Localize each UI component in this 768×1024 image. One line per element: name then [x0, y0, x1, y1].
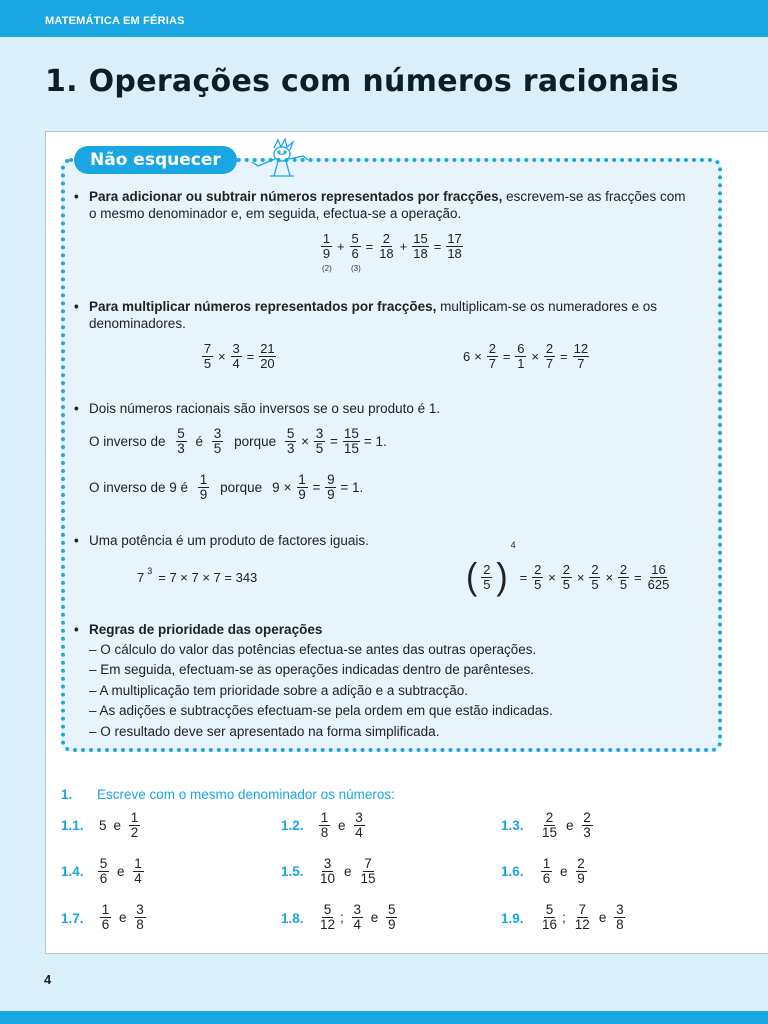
power-example-1: 7 3 = 7 × 7 × 7 = 343 — [137, 566, 258, 585]
mascot-icon — [248, 138, 310, 178]
item-label: 1.8. — [281, 911, 304, 926]
add-rule-line1 — [89, 188, 685, 205]
exercise-item: 5 e $\frac{1}{2}$ — [99, 810, 139, 840]
exercise-instruction: Escreve com o mesmo denominador os números: — [97, 787, 395, 802]
mult-example-1: $\frac{7}{5}$ × $\frac{3}{4}$ = $\frac{21}{20}$ — [203, 341, 275, 371]
inverse-rule: • Dois números racionais são inversos se o seu produto é 1. — [89, 400, 440, 417]
priority-rule-4: – As adições e subtracções efectuam-se pela ordem em que estão indicadas. — [89, 703, 553, 718]
mult-rule-rest: multiplicam-se os numeradores e os — [436, 299, 657, 314]
mult-rule-line1 — [89, 298, 657, 315]
mult-rule-bold: Para multiplicar números representados por fracções, — [89, 299, 437, 314]
exercise-item: $\frac{1}{8}$ e $\frac{3}{4}$ — [320, 810, 363, 840]
item-label: 1.9. — [501, 911, 524, 926]
exercise-item: $\frac{5}{6}$ e $\frac{1}{4}$ — [99, 856, 142, 886]
inverse-example-2: O inverso de 9 é $\frac{1}{9}$ porque 9 × $\frac{1}{9}$ = $\frac{9}{9}$ = 1. — [89, 472, 364, 502]
priority-rule-2: – Em seguida, efectuam-se as operações indicadas dentro de parênteses. — [89, 662, 535, 677]
footer-bar — [0, 1011, 768, 1024]
exercise-item: $\frac{1}{6}$ e $\frac{2}{9}$ — [542, 856, 585, 886]
item-label: 1.4. — [61, 864, 84, 879]
priority-rule-1: – O cálculo do valor das potências efectua-se antes das outras operações. — [89, 642, 537, 657]
item-label: 1.1. — [61, 818, 84, 833]
mult-example-2: 6 × $\frac{2}{7}$ = $\frac{6}{1}$ × $\frac{2}{7}$ = $\frac{12}{7}$ — [463, 341, 589, 371]
exercise-item: $\frac{5}{12}$ ; $\frac{3}{4}$ e $\frac{5}{9}$ — [320, 902, 396, 932]
add-example: $\frac{1}{9}$ + $\frac{5}{6}$ = $\frac{2}{18}$ + $\frac{15}{18}$ = $\frac{17}{18}$ — [322, 231, 462, 261]
exercise-item: $\frac{5}{16}$ ; $\frac{7}{12}$ e $\frac{3}{8}$ — [542, 902, 624, 932]
add-example-mult1: (2) — [322, 264, 332, 273]
mult-rule-line2: denominadores. — [89, 316, 186, 331]
add-rule-bold: Para adicionar ou subtrair números representados por fracções, — [89, 189, 503, 204]
add-example-mult2: (3) — [351, 264, 361, 273]
inverse-example-1: O inverso de $\frac{5}{3}$ é $\frac{3}{5}$ porque $\frac{5}{3}$ × $\frac{3}{5}$ = $\frac{15}{15}$ = 1. — [89, 426, 387, 456]
item-label: 1.2. — [281, 818, 304, 833]
priority-title: • Regras de prioridade das operações — [89, 621, 322, 638]
add-rule-line2: o mesmo denominador e, em seguida, efectua-se a operação. — [89, 206, 462, 221]
series-label: MATEMÁTICA EM FÉRIAS — [45, 15, 185, 27]
add-rule-rest: escrevem-se as fracções com — [502, 189, 686, 204]
priority-rule-5: – O resultado deve ser apresentado na forma simplificada. — [89, 724, 440, 739]
page-number: 4 — [44, 972, 52, 987]
exercise-number: 1. — [61, 787, 73, 802]
item-label: 1.6. — [501, 864, 524, 879]
header-bar — [0, 0, 768, 37]
page-title: 1. Operações com números racionais — [45, 64, 679, 99]
reminder-title: Não esquecer — [74, 146, 237, 174]
power-rule: • Uma potência é um produto de factores iguais. — [89, 532, 369, 549]
exercise-item: $\frac{2}{15}$ e $\frac{2}{3}$ — [542, 810, 591, 840]
exercise-item: $\frac{1}{6}$ e $\frac{3}{8}$ — [101, 902, 144, 932]
item-label: 1.3. — [501, 818, 524, 833]
item-label: 1.7. — [61, 911, 84, 926]
power-example-2: ( $\frac{2}{5}$ ) 4 = $\frac{2}{5}$ × $\frac{2}{5}$ × $\frac{2}{5}$ × $\frac{2}{5}$ = $\frac{16}{625}$ — [466, 540, 670, 598]
exercise-item: $\frac{3}{10}$ e $\frac{7}{15}$ — [320, 856, 376, 886]
item-label: 1.5. — [281, 864, 304, 879]
priority-rule-3: – A multiplicação tem prioridade sobre a adição e a subtracção. — [89, 683, 468, 698]
